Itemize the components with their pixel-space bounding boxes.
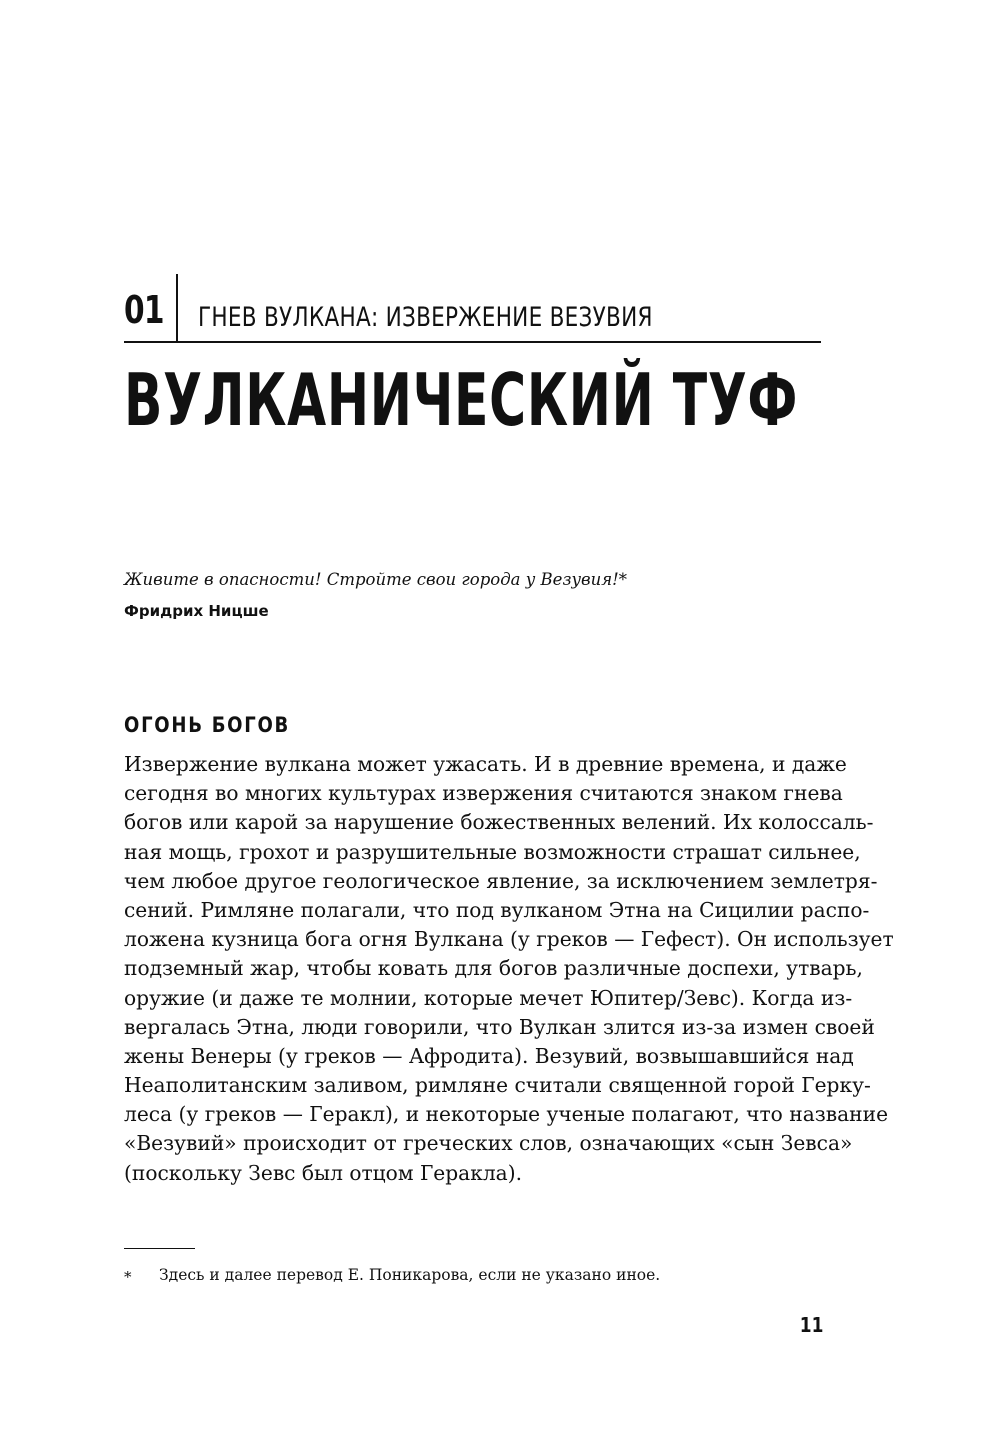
chapter-header <box>124 274 821 342</box>
body-line: Извержение вулкана может ужасать. И в древние времена, и даже <box>124 752 847 776</box>
body-line: леса (у греков — Геракл), и некоторые ученые полагают, что название <box>124 1102 889 1127</box>
body-line: сегодня во многих культурах извержения считаются знаком гнева <box>124 781 843 806</box>
body-line: Неаполитанским заливом, римляне считали священной горой Герку- <box>124 1073 871 1098</box>
footnote-rule <box>124 1248 195 1249</box>
body-paragraph <box>124 750 894 1188</box>
body-line: ная мощь, грохот и разрушительные возможности страшат сильнее, <box>124 839 861 864</box>
body-line: (поскольку Зевс был отцом Геракла). <box>124 1160 522 1185</box>
chapter-number: 01 <box>124 288 164 332</box>
body-line: оружие (и даже те молнии, которые мечет Юпитер/Зевс). Когда из- <box>124 985 853 1010</box>
chapter-title: ГНЕВ ВУЛКАНА: ИЗВЕРЖЕНИЕ ВЕЗУВИЯ <box>198 302 653 333</box>
body-line: вергалась Этна, люди говорили, что Вулкан злится из-за измен своей <box>124 1014 875 1039</box>
epigraph-author: Фридрих Ницше <box>124 602 269 620</box>
body-line: ложена кузница бога огня Вулкана (у греков — Гефест). Он использует <box>124 927 894 952</box>
footnote-text: Здесь и далее перевод Е. Поникарова, если не указано иное. <box>159 1266 661 1284</box>
chapter-divider-vertical <box>176 274 178 342</box>
footnote-mark: * <box>124 1268 132 1286</box>
body-line: «Везувий» происходит от греческих слов, означающих «сын Зевса» <box>124 1131 853 1156</box>
chapter-divider-horizontal <box>124 341 821 343</box>
body-line: жены Венеры (у греков — Афродита). Везувий, возвышавшийся над <box>124 1043 854 1068</box>
body-line: сений. Римляне полагали, что под вулканом Этна на Сицилии распо- <box>124 897 870 922</box>
section-heading: ОГОНЬ БОГОВ <box>124 713 291 737</box>
page-number: 11 <box>799 1313 824 1337</box>
body-line: чем любое другое геологическое явление, за исключением землетря- <box>124 868 878 893</box>
body-line: подземный жар, чтобы ковать для богов различные доспехи, утварь, <box>124 956 863 981</box>
epigraph-quote: Живите в опасности! Стройте свои города у Везувия!* <box>124 570 628 589</box>
page-title: ВУЛКАНИЧЕСКИЙ ТУФ <box>124 358 799 442</box>
body-line: богов или карой за нарушение божественных велений. Их колоссаль- <box>124 810 874 835</box>
